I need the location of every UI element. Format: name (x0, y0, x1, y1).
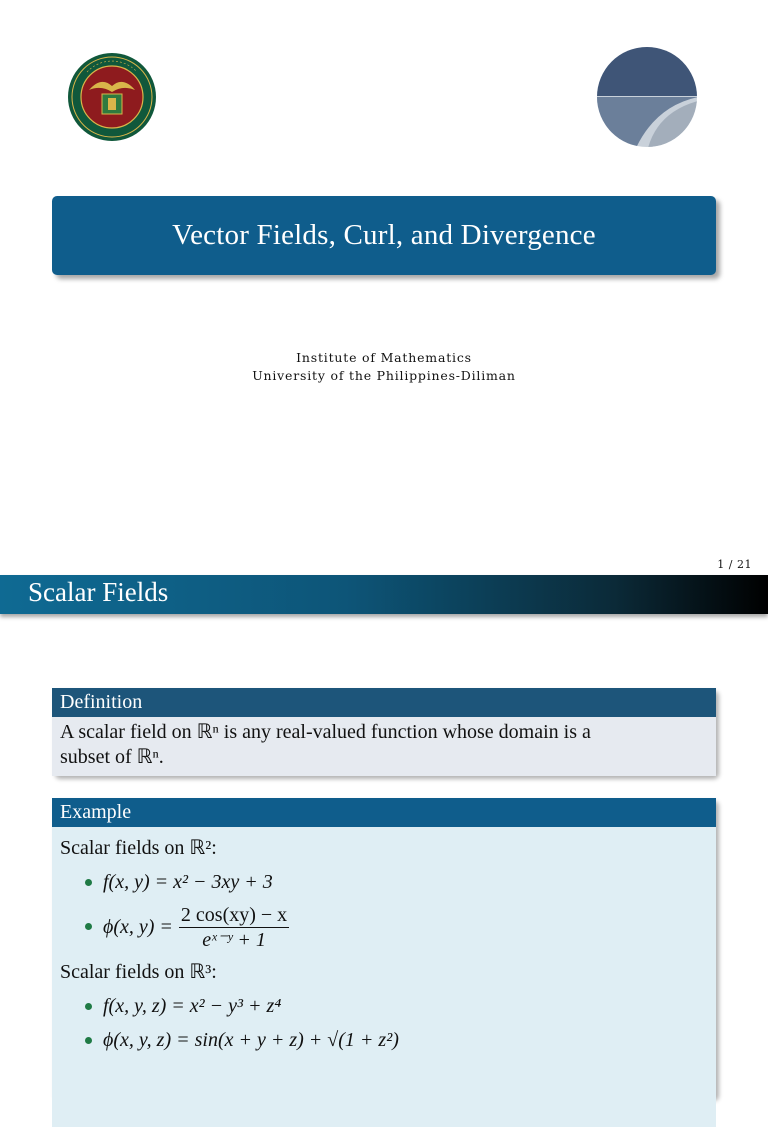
presentation-title-box (52, 196, 716, 275)
example-intro-r3: Scalar fields on ℝ³: (60, 961, 217, 983)
bullet-icon (85, 879, 92, 886)
list-item (60, 899, 708, 955)
formula: ϕ(x, y, z) = sin(x + y + z) + √(1 + z²) (103, 1029, 399, 1051)
bullet-icon (85, 1037, 92, 1044)
institute-name: Institute of Mathematics (296, 350, 472, 365)
definition-line-1: A scalar field on ℝⁿ is any real-valued function whose domain is a (60, 721, 591, 743)
frame-title: Scalar Fields (28, 577, 169, 607)
presentation-title: Vector Fields, Curl, and Divergence (172, 219, 596, 251)
definition-body (52, 717, 716, 776)
definition-block (52, 688, 716, 776)
institute-info (0, 349, 768, 385)
fraction-numerator: 2 cos(xy) − x (180, 903, 288, 926)
up-seal-logo (67, 52, 157, 142)
list-item (60, 865, 708, 899)
formula-lhs: ϕ(x, y) = (103, 915, 173, 938)
sun-disc-logo (596, 46, 698, 148)
formula: f(x, y, z) = x² − y³ + z⁴ (103, 995, 282, 1017)
formula: f(x, y) = x² − 3xy + 3 (103, 871, 273, 893)
definition-line-2: subset of ℝⁿ. (60, 746, 164, 768)
example-header: Example (52, 798, 716, 827)
page-number: 1 / 21 (717, 558, 752, 571)
list-item (60, 1023, 708, 1057)
university-name: University of the Philippines-Diliman (252, 368, 516, 383)
example-intro-r2: Scalar fields on ℝ²: (60, 837, 217, 859)
bullet-icon (85, 923, 92, 930)
bullet-icon (85, 1003, 92, 1010)
fraction-denominator: eˣ⁻ʸ + 1 (202, 928, 266, 951)
definition-header: Definition (52, 688, 716, 717)
example-body (52, 827, 716, 1127)
example-block (52, 798, 716, 1098)
fraction (179, 903, 289, 952)
frame-title-bar (0, 575, 768, 614)
list-item (60, 989, 708, 1023)
